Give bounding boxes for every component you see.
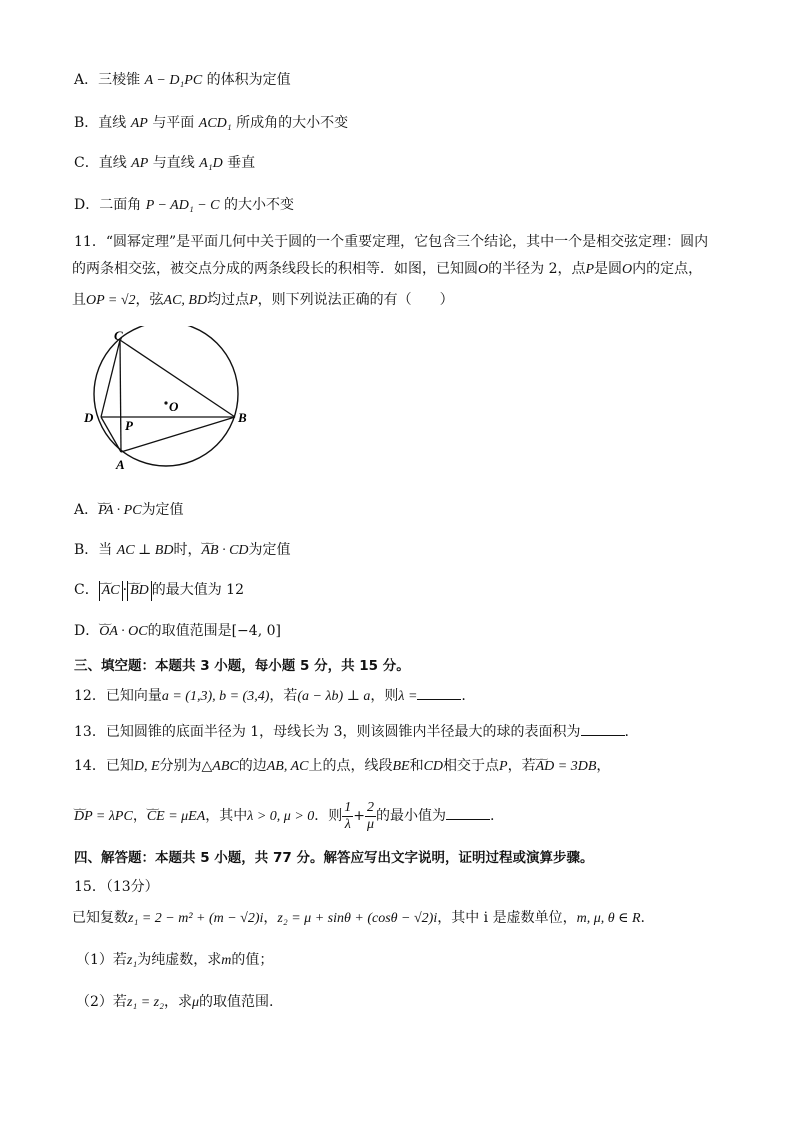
- label-o: O: [169, 399, 179, 414]
- answer-blank[interactable]: [417, 687, 461, 700]
- q11-option-a: A．‿‿ PA · PC为定值: [74, 500, 754, 521]
- circle-o: [94, 326, 238, 466]
- q15-stem: 已知复数z₁ = 2 − m² + (m − √2)i，z₂ = μ + sinθ + (cosθ − √2)i，其中 i 是虚数单位，m, μ, θ ∈ R.: [72, 910, 645, 926]
- chord-ab: [121, 417, 235, 452]
- q13: 13．已知圆锥的底面半径为 1，母线长为 3，则该圆锥内半径最大的球的表面积为 .: [74, 724, 629, 740]
- q11-stem-line1: 11．“圆幂定理”是平面几何中关于圆的一个重要定理，它包含三个结论，其中一个是相交弦定理：圆内: [74, 234, 709, 250]
- fraction-1-lambda: $\frac{1}{\lambda}$: [344, 799, 352, 832]
- q11-option-d: D．‿‿ OA · OC的取值范围是[−4, 0]: [74, 621, 754, 642]
- q12: 12．已知向量a = (1,3), b = (3,4)，若(a − λb) ⊥ a，则λ = .: [74, 688, 466, 704]
- q11-stem-line2: 的两条相交弦，被交点分成的两条线段长的积相等．如图，已知圆O的半径为 2，点P是圆O内的定点，: [72, 261, 703, 277]
- q10-option-c: C．直线 AP 与直线 A₁D 垂直: [74, 155, 256, 171]
- label-p: P: [125, 418, 133, 433]
- label-c: C: [114, 328, 123, 343]
- section-3-heading: 三、填空题：本题共 3 小题，每小题 5 分，共 15 分。: [74, 658, 410, 674]
- q10-option-d: D．二面角 P − AD₁ − C 的大小不变: [74, 197, 294, 213]
- chord-da: [101, 417, 121, 452]
- fraction-2-mu: $\frac{2}{\mu}$: [367, 799, 375, 832]
- label-d: D: [84, 410, 94, 425]
- q11-option-c: C．‿‿ AC ·‿‿ BD 的最大值为 12: [74, 580, 754, 601]
- answer-blank[interactable]: [581, 723, 625, 736]
- section-4-heading: 四、解答题：本题共 5 小题，共 77 分。解答应写出文字说明，证明过程或演算步骤。: [74, 850, 594, 866]
- answer-blank[interactable]: [446, 807, 490, 820]
- circle-chords-figure: [78, 326, 258, 476]
- q15-part-1: （1）若z₁为纯虚数，求m的值；: [76, 952, 274, 968]
- q11-option-b: B．当 AC ⊥ BD时，‿‿ AB · CD为定值: [74, 540, 754, 561]
- q10-option-a: A．三棱锥 A − D₁PC 的体积为定值: [74, 72, 291, 88]
- q10-option-b: B．直线 AP 与平面 ACD₁ 所成角的大小不变: [74, 115, 349, 131]
- chord-ca: [120, 340, 121, 452]
- q14-line2: ‿‿ DP = λPC，‿‿ CE = μEA，其中λ > 0, μ > 0．则 $\frac{1}{\lambda}$ + $\frac{2}{\mu}$ 的最小值为 .: [74, 796, 754, 836]
- q15-part-2: （2）若z₁ = z₂，求μ的取值范围.: [76, 994, 274, 1010]
- label-a: A: [116, 457, 125, 472]
- q14-line1: 14．已知D, E分别为△ABC的边AB, AC上的点，线段BE和CD相交于点P，若‿‿ AD = 3DB，: [74, 756, 754, 777]
- label-b: B: [238, 410, 247, 425]
- center-point: [164, 401, 167, 404]
- q15-title: 15．（13分）: [74, 879, 159, 895]
- q11-stem-line3: 且OP = √2，弦AC, BD均过点P，则下列说法正确的有（ ）: [72, 292, 454, 308]
- chord-cd: [101, 340, 120, 417]
